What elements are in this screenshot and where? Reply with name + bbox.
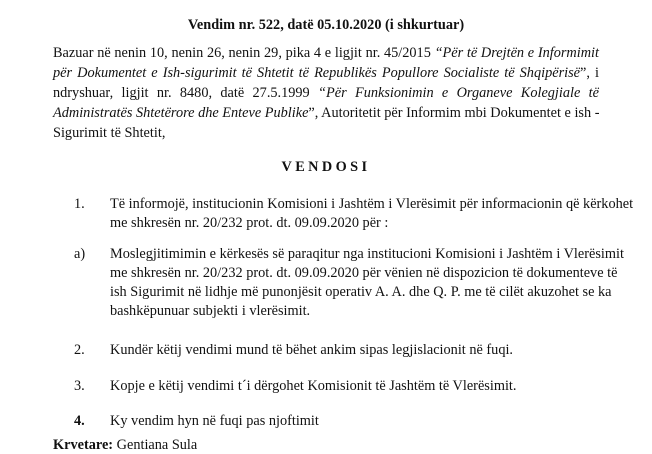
item-number: 4. (74, 413, 85, 429)
preamble-line-5: Sigurimit të Shtetit, (53, 125, 166, 141)
preamble-line-2 (53, 64, 599, 82)
decision-heading: VENDOSI (281, 159, 371, 175)
preamble-text: ”, Autoritetit për Informim mbi Dokumentet e ish - (308, 105, 600, 121)
item-a-line-2: me shkresën nr. 20/232 prot. dt. 09.09.2020 për vënien në dispozicion të dokumenteve të (110, 265, 618, 281)
item-2-text: Kundër këtij vendimi mund të bëhet ankim sipas legjislacionit në fuqi. (110, 342, 514, 358)
preamble-text: Bazuar në nenin 10, nenin 26, nenin 29, pika 4 e ligjit nr. 45/2015 (53, 45, 435, 61)
item-number: a) (74, 246, 86, 262)
item-a-line-4: bashkëpunuar subjekti i vlerësimit. (110, 303, 311, 319)
preamble-text: ndryshuar, ligjit nr. 8480, datë 27.5.1999 (53, 85, 319, 101)
item-3-text: Kopje e këtij vendimi t´i dërgohet Komisionit të Jashtëm të Vlerësimit. (110, 378, 517, 394)
preamble-line-1 (53, 44, 599, 62)
item-number: 2. (74, 342, 85, 358)
law-title-italic: për Dokumentet e Ish-sigurimit të Shtetit të Republikës Popullore Socialiste të Shqipërisë (53, 65, 581, 81)
document-title: Vendim nr. 522, datë 05.10.2020 (i shkurtuar) (187, 17, 465, 33)
item-number: 1. (74, 196, 85, 212)
law-title-italic: “Për të Drejtën e Informimit (434, 45, 599, 61)
item-a-line-1: Moslegjitimimin e kërkesës së paraqitur nga institucioni Komisioni i Jashtëm i Vlerësimit (110, 246, 624, 262)
item-4-text: Ky vendim hyn në fuqi pas njoftimit (110, 413, 319, 429)
item-1-line-1: Të informojë, institucionin Komisioni i Jashtëm i Vlerësimit për informacionin që kërkohet (110, 196, 634, 212)
law-title-italic: Administratës Shtetërore dhe Enteve Publike (53, 105, 309, 121)
preamble-line-4 (53, 104, 599, 122)
item-1-line-2: me shkresën nr. 20/232 prot. dt. 09.09.2020 për : (110, 215, 389, 231)
item-a-line-3: ish Sigurimit në lidhje më punonjësit operativ A. A. dhe Q. P. me të cilët akuzohet se ka (110, 284, 612, 300)
preamble-line-3 (53, 84, 599, 102)
signature-line (53, 436, 197, 454)
signature-name: Gentiana Sula (113, 437, 198, 453)
preamble-text: ”, i (580, 65, 599, 81)
law-title-italic: “Për Funksionimin e Organeve Kolegjiale të (318, 85, 599, 101)
signature-label: Krvetare: (53, 437, 114, 453)
item-number: 3. (74, 378, 85, 394)
